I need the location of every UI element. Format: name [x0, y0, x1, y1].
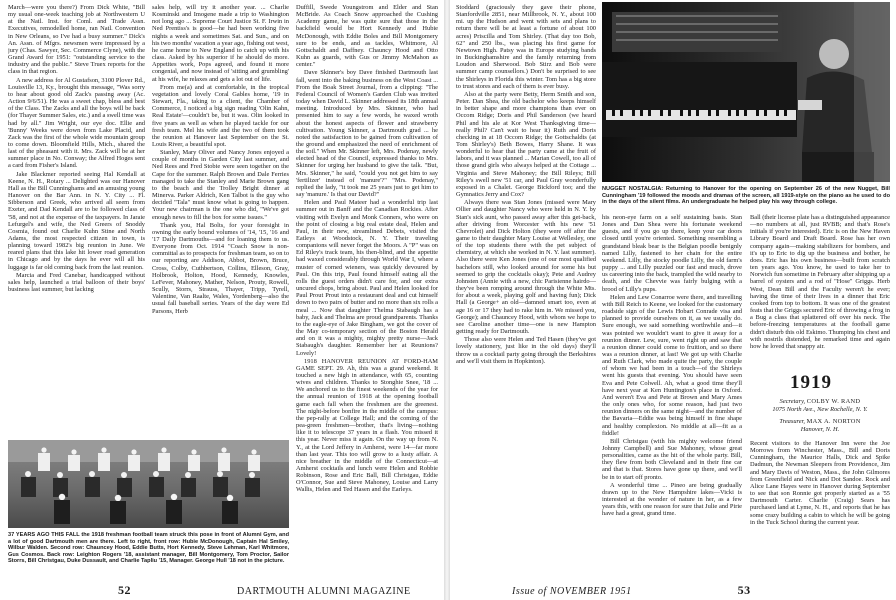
team-photo-image	[8, 440, 289, 528]
right-page-column-1	[456, 4, 596, 578]
right-page-column-4	[750, 440, 890, 578]
paragraph: From me(a) and at comfortable, in the tropical vegetation and lovely Coral Gables home, '19 in Stewart, Fla., taking to a client, the Chamber of Commerce, I noticed a big sign reading 'Olin Kahn, Real Estate'—couldn't be, but it was. Olin looked in five years as well as when he played tackle for our fresh team. Mel his wife and the two of them took the reunion at Hanover last September on the St. Louis River, a beautiful spot.	[152, 83, 289, 148]
paragraph: his neon-eye farm on a self sustaining basis. Stan Jones and Dan Shea were his fortunate weekend guests, and if you go up there, keep your car doors closed until you're oriented. Something resembling a grandstand bleak bear is the Belgian poodle benignly named Lilly, fastened to her chain for the entire weekend. Lilly, the stocky poodle Lilly, the old farm's puppy ... and Lilly puzzled our fast and much, drove us careering into the back, trampled the wild nearby to death, and the Chevvie was fairly bulging with a brood of Lilly's pups.	[602, 214, 742, 293]
left-page-column-1	[8, 4, 145, 434]
paragraph: Bill Christgau (with his mighty welcome friend Johnny Campbell) and Sue Mahoney, whose great personalities, came as the hit of the whole party. Bill, they flew from both Cleveland and in their fine car and that is that. Stores have gone up there, and we'll be in to start off pronto.	[602, 437, 742, 481]
right-page	[452, 0, 896, 600]
paragraph: Ball (their license plate has a distinguished appearance—no numbers at all, just RVBB; and that's Rose's initials if you're interested). Eric is on the New Haven Library Board and Draft Board. Rose has her own company again—making stabilizers for bombers, and it's up to Eric to dig up the business and bother, he does. Eric has his own business—built from scratch ten years ago. You know, he used to take her to Norwich fun sometime in February after shipping up a barrel of oysters and a rod of "Hose" Griggs. Herb West, Dean Bill and the Faculty weren't he ever; having the time of their lives in a dinner that Eric cooked from top to bottom. It was one of the greatest feats that the Griggs secured Eric of throwing a frog in a Bug a class that splattered off over his neck. The before-freezing temperatures at the football game didn't disturb this old Eskimo. Thumping his chest and with nostrils distended, he remarked time and again how he loved that snappy air.	[750, 214, 890, 350]
paragraph: Helen and Paul Mateer had a wonderful trip last summer out in Banff and the Canadian Rockies. After visiting with Evelyn and Monk Conners, who were on the point of closing a big real estate deal, Helen and Paul, in their new, streamlined Debets, visited the Eatleys at Woodstock, N. Y. Their traveling companions will never forget the Moors. A "P" was on Ed Riley's track team, his then-blind, and the appetite had waxed considerably through World War I, where a muster of corned wieners, was quickly devoured by Paul. On this trip, Paul found himself eating all the rolls the guest orders didn't care for, and our extra uncured chops, bring about. Paul and Helen looked for Paul Prout Prout into a restaurant deal and cut himself down to two pairs of butter and no more than six rolls a meal ... Now that daughter Thelma Stabaugh has a baby, Jack and Thelma are proud grandparents. Thanks to the eagle-eye of Jake Bingham, we got the cover of the May co-temporary section of the Boston Herald and on it was a mighty, mighty pretty nurse—Jack Stabaugh's daughter. Remember her at Reunions? Lovely!	[296, 199, 438, 357]
paragraph: Stoddard (graciously they gave their phone, Stanfordville 2851, near Millbrook, N. Y., about 100 mi. up the Hudson and went with sets and plans to return there will be at least a fortune of about 100 acres) Priscilla and Tom Shirley. (That day too Bob, 62" and 250 lbs., was placing his first game for Newtown High. Patsy was in Europe studying bands in Buckinghamshire and the family returning from Loudon and Sherwood. Bob Stirz and Bob were summer camp counsellors.) Don't be surprised to see the Shirleys in Florida this winter. Tom has a big store to trust stores and each of them is ever busy.	[456, 4, 596, 90]
paragraph: Those also were Helen and Ted Hasen (they've got lovely stationery, just like in the old days) they'll throw us a cocktail party going through the Berkshires and we'll visit them in Hopkinton).	[456, 336, 596, 365]
team-photo-caption: 37 YEARS AGO THIS FALL the 1918 freshman football team struck this pose in front of Alumni Gym, and a lot of good Dartmouth men are there. Left to right, front row: Hubie McDonough, Captain Hal Smiley, Wilbur Walden. Second row: Chauncey Hood, Eddie Butts, Hort Kennedy, Steve Lehman, Karl Whitmore, Gus Cosmos. Back row: Leighton Rogers '18, assistant manager, Bill Montgomery, Tom Proctor, Sailor Storrs, Bill Christgau, Duke Dussault, and Charlie Tapliu '15, Manager. George Hull '18 not in the picture.	[8, 532, 289, 565]
officer-address: 1075 North Ave., New Rochelle, N. Y.	[772, 406, 868, 413]
page-number: 53	[737, 583, 751, 597]
officer-name: COLBY W. RAND	[806, 398, 861, 405]
paragraph: Marcia and Fred Canebar, handicapped without sales help, launched a trial balloon of their boys' business last summer, but lacking	[8, 271, 145, 294]
issue-label: Issue of NOVEMBER 1951	[512, 586, 632, 597]
class-year-heading: 1919	[790, 372, 832, 393]
officer-title: Secretary,	[779, 398, 806, 405]
nugget-piano-photo	[602, 2, 890, 182]
officer-address: Hanover, N. H.	[800, 426, 840, 433]
paragraph: 1918 HANOVER REUNION AT FORD-HAM GAME SEPT. 29. Ah, this was a grand weekend. It touched a new high in attendance, with 65, counting wives and children. Thanks to Stonghie Snee, '18 ... We anchored us to the finest weekends of the year for the annual reunion of 1918 at the opening football game each fall when the freshmen are the greenest. The night-before bonfire in the middle of the campus: the pep-rally at College Hall; and the coming of the pea-green freshmen—brother, that's living—nothing like it to telescope 37 years in a flash. You missed it this year. Never miss it again. On the way up from N. Y., at the Lord Jeffery in Amherst, were 14—far more than last year. This too will grow to a lusty affair. A nice breather in the middle of the Connecticut—at Amherst cocktails and lunch were Helen and Robbie Robinson, Rose and Eric Ball, Bill Christgau, Eddie O'Connor, Sue and Steve Mahoney, Louise and Larry Wallis, Helen and Ted Hasen and the Earleys.	[296, 357, 438, 494]
paragraph: A new address for Al Gustafson, 3100 Plover Rd., Louisville 13, Ky., brought this message, "Was sorry to hear about good old Zack's passing away (Ac. Action 9/6/51). He was a sweet chap, bless and best of the Class. The Zacks and all the boys will be back (for Thayer Summer Sales, etc.) and a swell time was had by all." Jim Wright, our eye doc. Ellie and 'Bunny' Weeks were down from Lake Placid, and Zack was the first of the whole wide mountain group to come down. Bloomfield Hills, Mich., shared the last of the pheasant with it. Mrs. Zack will be at her summer place in No. Conway; the Alfred Hoges sent a card from Fisher's Island.	[8, 76, 145, 170]
freshman-football-team-photo	[8, 440, 289, 528]
class-treasurer	[750, 418, 890, 434]
page-number: 52	[118, 583, 131, 597]
left-page-column-3	[296, 4, 438, 578]
paragraph: March—were you there?) From Dick White, "Bill my usual one-week teaching job at Northwestern U at the Natl. Inst. for Coml. and Trade Assn. Executives, remodelled home, ran Natl. Convention in New Orleans, so I've had a busy summer." Dick's An. Assn. of Mfgrs. newsmen were impressed by a jury (Chas. Sawyer, Sec. Commerce Clyne), with the Grand Award for 1951: "outstanding service to the industry and the public." Steve Truex reports for the class in that region.	[8, 4, 145, 76]
officer-title: Treasurer,	[779, 418, 806, 425]
magazine-title: DARTMOUTH ALUMNI MAGAZINE	[237, 586, 411, 597]
left-page	[0, 0, 446, 600]
paragraph: Thank you, Hal Bolts, for your foresight in owning the early bound volumes of '14, '15, '16 and '17 Daily Dartmouths—and for loaning them to us. Everyone from Oct. 1914 "Coach Snow is non-committal as to prospects for freshman team, so on to our reporting are Addison, Abbot, Brown, Bruce, Cross, Colby, Cuthbertson, Collins, Elleson, Gray, Holbrook, Holton, Hood, Kennedy, Knowles, LeFever, Mahoney, Mather, Nelson, Prouty, Rowell, Scully, Storrs, Strauss, Thayer, Tripp, Tyrell, Valentine, Van Raalte, Wales, Yordenberg—also the usual fall baseball series. Years of the day were Ed Parsons, Herb	[152, 221, 289, 315]
paragraph: Helen and Lew Conarroe were there, and travelling with Bill Reich to Keene, we looked for the customary roadside sign of the Lewis Hobart Conrade visa and planned to provide ourselves on it, as we usually do. Sure enough, we said something worthwhile and—it was pointed we wouldn't want to give it away for a reunion dinner. Lew, sure, went right up and saw that a reunion dinner could come to fruition, and so there was a reunion dinner, at last! We got up with Charlie and Ruth Clark, who made quite the party, the couple of whom we had been in a touch—of the Shirleys went his guests that evening. You should have seen Eva and Pete Colwell. Ah, what a good time they'll have next year at Ken Huntington's place in Oxford. And weren't Eva and Pete at Brown and Mary Ames the only ones who, for some reason, had just two reunion dinners on the same night—and the number of the Bavaria—Eddie was being himself in fine shape and healthy complexion. No middle at all—fit as a fiddle!	[602, 293, 742, 437]
paragraph: Duffill, Swede Youngstrom and Elder and Stan McBride. As Coach Snow approached the Cushing Academy game, he was quite sure that those in the backfield would be Hort Kennedy and Hubie McDonough, with Eddie Boles and Bill Montgomery sure to be ends, and as tackles, Whitmore, Al Gottschaldt and Daffney. Chauncy Hood and Otto Kuhn as guards, with Gus or Jimmy McMahon as center."	[296, 4, 438, 69]
paragraph: Recent visitors to the Hanover Inn were the Joe Morrows from Winchester, Mass., Bill and Doris Cunningham, the Maurice Halls, Dick and Spike Dadmun, the Newman Sleepers from Providence, Jim and Mary Davis of Weston, Mass., the John Gilmores from Greenfield and Nick and Dot Sandoe. Rock and Alice Lane Hayes were in Hanover during September to see that son Ronnie got properly started as a '55 Dartmouth Carter. Charlie (Craig) Sears has purchased land at Lyme, N. H., and reports that he has some crazy building a cabin to which he will be going in the Tuck School during the current year.	[750, 440, 890, 526]
officer-name: MAX A. NORTON	[806, 418, 861, 425]
left-page-footer	[118, 583, 411, 598]
piano-photo-image	[602, 2, 890, 182]
right-page-column-3	[750, 214, 890, 364]
paragraph: Stanley, Mary Oliver and Nancy Jones enjoyed a couple of months in Garden City last summer, and Ned Rees and Fred Stobie were seen together on the Cape for the summer. Ralph Brown and Dale Ferries managed to take the Stanley and Marie Brown gang to the beach and the Trolley Bright dinner at Minerva. Parker Aldrich, Ken Talbot is the guy who decided "Tala" must know what is going to happen. Your new chairman is the one who did, "We've got enough news to fill the box for some issues."	[152, 149, 289, 221]
right-page-footer	[512, 583, 751, 598]
paragraph: Also at the party were Betty, Herm Smith and son, Peter. Dan Shea, the old bachelor who keeps himself in better shape and more champions than ever on Occom Ridge; Doris and Phil Sanderson (we heard Phil and his ale at Kor West Thanksgiving time—really Phil? Can't wait to hear it) Ruth and Doris checking in at 18 Occom Ridge; the Gottschaldts (at Tom Shirley's) Beth Bowes, Harry Shane. It was wonderful to hear that the party came at the fruit of labors, and it was planned ... Marian Cowell, too all of those grand girls who always helped at the Cottage ... Virginia and Steve Mahoney; the Bill Rileys; Bill Riley's swell new '51 car, and Paul Gray wonderfully exposed in a Chalet. George Bickford too; and the Gymnatics Jerry and Cox?	[456, 90, 596, 199]
paragraph: Dave Skinner's boy Dave finished Dartmouth last fall, went into the baking business on the West Coast ... From the Boak Street Journal, from a clipping: "The Federal Council of Women's Garden Club was invited today when David L. Skinner addressed its 18th annual meeting. Introduced by Mrs. Skinner, who had presented him to say a few words, he waxed wroth about the honest aspects of flower and strawberry cultivation. Young Skinner, a Dartmouth grad ... he noted the satisfaction to be gained from cultivation of the ground and emphasized the need of enrichment of the soil." When Mr. Skinner left, Mrs. Podenay, newly elected head of the Council, expressed thanks to Mrs. Skinner for urging her husband to give the talk. "But, Mrs. Skinner," he said, "could you not get him to say 'fertilizer' instead of 'manure'?" "Mrs. Podenay," replied the lady, "it took me 25 years just to get him to say 'manure.' Is that our David?"	[296, 69, 438, 199]
piano-photo-caption: NUGGET NOSTALGIA: Returning to Hanover for the opening on September 26 of the new Nugget, Bill Cunningham '19 followed the moods and dramas of the screen, all 1919-style on the piano as he used to do in the days of the silent films. An undergraduate he helped play his way through college.	[602, 186, 890, 206]
left-page-column-2	[152, 4, 289, 434]
paragraph: sales help, will try it another year. ... Charlie Kosminski and Imogene made a trip to Washington not long ago ... Supreme Court Justice St. F. Irwin in Ned Prentiss's is good—he had been working five nights a week and sometimes Sat. and Sun., and on his two months' vacation a year ago, fishing out west, he came home to New England to catch up with his class. Asked by his superior if he should do more. Appetites work, Pops agreed, and found it more congenial, and now instead of 'sitting and grumbling' at his wife, he relaxes and gets a lot out of life.	[152, 4, 289, 83]
page-gutter	[444, 0, 450, 600]
paragraph: Always there was Stan Jones (missed were Mary Ollier and daughter Nancy who were held in N. Y. by Stan's sick aunt, who passed away after this get-back, after driving from Worcester with his new '51 Chevrolet) and Dick Holton (they were off after the game to their daughter Mary Louise at Wellesley, one of the top students there with the pet subject of chemistry, at which she worked in N. Y. last summer). Also there were Ken Jones (one of our most qualified bachelors still, who looked around for some his but seemed to grip the cocktails okay); Pete and Audrey Johnsten (Annie with a new, chic Parisienne hairdo—they've been romping around through the White Mts. for about a week, playing golf and having fun); Dick Hall (a George+ an old—damned smart too, even at age 16 or 17 they had to rake him in. We missed you, George); and Chauncey Hood, with whom we hope to see Caroline another time—one is new Hampton getting ready for Dartmouth.	[456, 199, 596, 336]
right-page-column-2	[602, 214, 742, 578]
paragraph: A wonderful time ... Pineo are being gradually drawn up to the New Hampshire lakes—Vicki is interested at the wonder of nature in her, as a few years this, with one reason for sure that Julie and Pirie have had a great, grand time.	[602, 481, 742, 518]
paragraph: Jake Blackmer reported seeing Hal Kendall at Keene, N. H., Rotary ... Delighted was our Hanover Hall as the Bill Cunninghams and an amusing young Hanover on the Bar Ann. in N. Y. City ... Fl. Sibberson and Greek, who arrived all seem from Exeter, and Dad Kendall are to be followed class of '58, and not at the expense of the taxpayers. In Jaraie Lefurgel's and wife, the Ned Greers of Snoddy Cosmia, found out Charlie Kuhn Stine and North Adams, the most respected citizen in town, is planning toward 1982's big reunion in June. We reared plans that this lake hit lower road generation in Chicago and by the days he ever will all his luggage is far old coming back from the last reunion.	[8, 170, 145, 271]
class-secretary	[750, 398, 890, 414]
